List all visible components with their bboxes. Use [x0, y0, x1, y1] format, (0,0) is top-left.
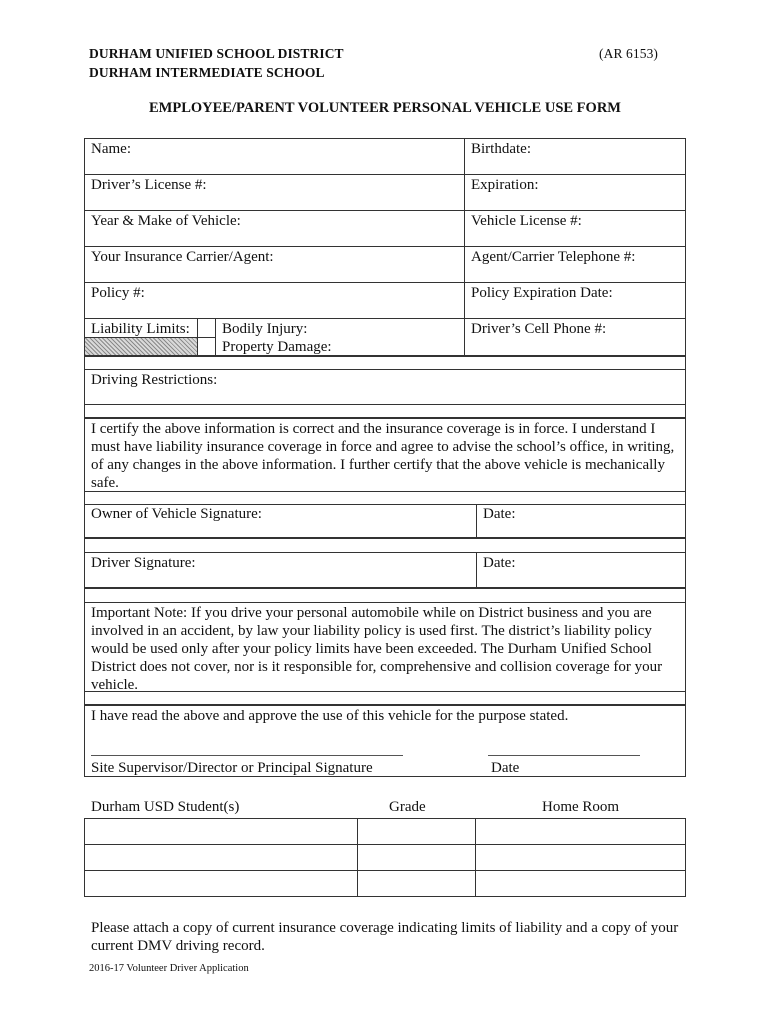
footer-text: 2016-17 Volunteer Driver Application: [89, 963, 249, 974]
regulation-code: (AR 6153): [599, 46, 659, 61]
owner-signature-label: Owner of Vehicle Signature:: [91, 506, 262, 522]
district-name: DURHAM UNIFIED SCHOOL DISTRICT: [89, 46, 344, 61]
approval-text: I have read the above and approve the use of this vehicle for the purpose stated.: [91, 708, 569, 724]
drivers-cell-label: Driver’s Cell Phone #:: [471, 321, 607, 337]
agent-phone-label: Agent/Carrier Telephone #:: [471, 249, 636, 265]
homeroom-column-header: Home Room: [542, 799, 620, 815]
supervisor-signature-line[interactable]: [91, 755, 403, 756]
insurance-carrier-label: Your Insurance Carrier/Agent:: [91, 249, 274, 265]
drivers-license-label: Driver’s License #:: [91, 177, 207, 193]
name-label: Name:: [91, 141, 131, 157]
students-table: [84, 818, 686, 897]
student-column-header: Durham USD Student(s): [91, 799, 240, 815]
certification-text: I certify the above information is correct and the insurance coverage is in force. I understand I must have liability insurance coverage in force and agree to advise the school’s office, in writing, of any changes in the above information. I further certify that the above vehicle is mechanically safe.: [91, 421, 675, 491]
driver-signature-label: Driver Signature:: [91, 555, 196, 571]
shaded-cell: [85, 338, 197, 355]
year-make-label: Year & Make of Vehicle:: [91, 213, 241, 229]
policy-label: Policy #:: [91, 285, 145, 301]
birthdate-label: Birthdate:: [471, 141, 531, 157]
grade-column-header: Grade: [389, 799, 426, 815]
expiration-label: Expiration:: [471, 177, 539, 193]
supervisor-signature-label: Site Supervisor/Director or Principal Signature: [91, 760, 373, 776]
important-note-text: Important Note: If you drive your personal automobile while on District business and you are involved in an accident, by law your liability policy is used first. The district’s liability policy would be used only after your policy limits have been exceeded. The Durham Unified School District does not cover, nor is it responsible for, comprehensive and collision coverage for your vehicle.: [91, 605, 663, 693]
liability-limits-label: Liability Limits:: [91, 321, 190, 337]
form-title: EMPLOYEE/PARENT VOLUNTEER PERSONAL VEHICLE USE FORM: [149, 100, 621, 116]
driving-restrictions-label: Driving Restrictions:: [91, 372, 218, 388]
attach-instructions: Please attach a copy of current insurance coverage indicating limits of liability and a copy of your current DMV driving record.: [91, 920, 679, 954]
bodily-injury-label: Bodily Injury:: [222, 321, 308, 337]
owner-date-label: Date:: [483, 506, 516, 522]
driver-date-label: Date:: [483, 555, 516, 571]
vehicle-license-label: Vehicle License #:: [471, 213, 582, 229]
approval-date-line[interactable]: [488, 755, 640, 756]
policy-expiration-label: Policy Expiration Date:: [471, 285, 613, 301]
approval-date-label: Date: [491, 760, 520, 776]
property-damage-label: Property Damage:: [222, 339, 332, 355]
school-name: DURHAM INTERMEDIATE SCHOOL: [89, 65, 325, 80]
